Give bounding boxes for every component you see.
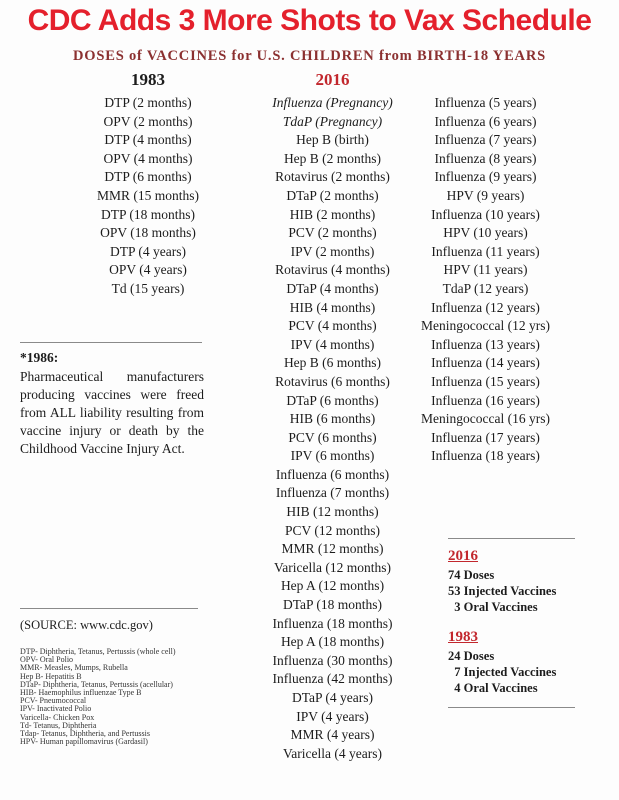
vaccine-entry: Influenza (30 months): [272, 652, 393, 668]
vaccine-entry: Influenza (5 years): [434, 95, 537, 110]
vaccine-entry: DTaP (18 months): [282, 597, 383, 613]
vaccine-entry: DTP (2 months): [104, 95, 192, 110]
vaccine-entry: Influenza (18 years): [431, 448, 540, 464]
summary-line: 24 Doses: [448, 649, 495, 663]
vaccine-entry: Influenza (7 months): [275, 485, 390, 501]
vaccine-entry: Influenza (42 months): [272, 671, 393, 687]
vaccine-entry: TdaP (Pregnancy): [282, 113, 383, 129]
column-header-1983: 1983: [131, 70, 165, 89]
abbreviation-entry: IPV- Inactivated Polio: [20, 704, 92, 714]
dose-summary: [448, 538, 580, 708]
vaccine-entry: PCV (4 months): [288, 318, 377, 334]
divider: [20, 342, 202, 343]
vaccine-entry: Influenza (11 years): [431, 243, 540, 259]
vaccine-entry: HPV (11 years): [443, 262, 528, 278]
vaccine-entry: Influenza (17 years): [431, 429, 540, 445]
vaccine-entry: Meningococcal (12 yrs): [421, 318, 550, 334]
source-block: [20, 608, 204, 633]
vaccine-entry: OPV (2 months): [103, 113, 193, 129]
column-header-2016: 2016: [315, 70, 350, 89]
vaccine-entry: OPV (18 months): [100, 225, 196, 241]
divider: [448, 707, 575, 708]
vaccine-entry: Influenza (8 years): [434, 150, 537, 166]
vaccine-entry: Influenza (18 months): [272, 615, 393, 631]
summary-line: 7 Injected Vaccines: [448, 665, 557, 679]
vaccine-entry: Td (15 years): [111, 280, 185, 296]
summary-2016-header: 2016: [448, 548, 478, 564]
abbreviation-entry: DTaP- Diphtheria, Tetanus, Pertussis (acellular): [20, 679, 173, 689]
note-1986-body: Pharmaceutical manufacturers producing vaccines were freed from ALL liability resulting from vaccine injury or death by the Childhood Vaccine Injury Act.: [20, 369, 204, 456]
vaccine-list-1983: [40, 94, 256, 299]
vaccine-entry: Hep B (birth): [296, 132, 369, 148]
vaccine-list-2016-second: [398, 94, 573, 466]
vaccine-entry: Influenza (Pregnancy): [272, 95, 393, 110]
vaccine-entry: MMR (15 months): [96, 187, 199, 203]
note-1986-heading: *1986:: [20, 350, 59, 365]
vaccine-entry: MMR (12 months): [281, 541, 384, 557]
vaccine-entry: TdaP (12 years): [442, 280, 529, 296]
abbreviation-entry: Hep B- Hepatitis B: [20, 671, 82, 681]
column-2016-second: [398, 70, 573, 466]
abbreviation-entry: DTP- Diphtheria, Tetanus, Pertussis (whole cell): [20, 647, 176, 656]
summary-line: 4 Oral Vaccines: [448, 681, 538, 695]
vaccine-entry: Hep B (2 months): [283, 150, 382, 166]
vaccine-entry: Hep A (12 months): [280, 578, 385, 594]
vaccine-entry: HIB (2 months): [289, 206, 376, 222]
vaccine-entry: DTP (4 years): [110, 243, 186, 259]
vaccine-entry: PCV (2 months): [288, 225, 377, 241]
vaccine-entry: DTP (4 months): [104, 132, 192, 148]
vaccine-entry: HPV (9 years): [446, 187, 525, 203]
vaccine-entry: DTaP (4 years): [291, 690, 374, 705]
vaccine-entry: Influenza (12 years): [431, 299, 540, 315]
vaccine-entry: HPV (10 years): [443, 225, 528, 241]
vaccine-entry: Influenza (6 months): [275, 466, 390, 482]
vaccine-entry: IPV (6 months): [290, 448, 375, 464]
vaccine-entry: Hep B (6 months): [283, 355, 382, 371]
vaccine-entry: Influenza (14 years): [431, 355, 540, 371]
summary-line: 3 Oral Vaccines: [448, 600, 538, 614]
vaccine-entry: Rotavirus (4 months): [275, 262, 390, 278]
vaccine-entry: HIB (12 months): [286, 504, 379, 520]
summary-1983-lines: [448, 648, 580, 696]
vaccine-entry: Rotavirus (2 months): [275, 169, 390, 185]
abbreviation-entry: HPV- Human papillomavirus (Gardasil): [20, 737, 148, 747]
vaccine-entry: DTaP (2 months): [286, 187, 379, 203]
vaccine-entry: Influenza (9 years): [434, 169, 537, 185]
divider: [20, 608, 198, 609]
abbreviation-entry: MMR- Measles, Mumps, Rubella: [20, 663, 128, 673]
vaccine-entry: Varicella (4 years): [283, 745, 382, 761]
vaccine-entry: DTP (6 months): [104, 169, 192, 185]
abbreviation-entry: Tdap- Tetanus, Diphtheria, and Pertussis: [20, 729, 150, 739]
page-subtitle: DOSES of VACCINES for U.S. CHILDREN from BIRTH-18 YEARS: [73, 48, 546, 64]
summary-1983-header: 1983: [448, 629, 478, 645]
vaccine-entry: Rotavirus (6 months): [275, 373, 390, 389]
summary-2016-lines: [448, 567, 580, 615]
summary-line: 53 Injected Vaccines: [448, 584, 557, 598]
abbreviation-legend: [20, 648, 230, 746]
vaccine-entry: MMR (4 years): [290, 727, 375, 743]
vaccine-entry: IPV (4 months): [290, 336, 375, 352]
vaccine-entry: HIB (4 months): [289, 299, 376, 315]
summary-line: 74 Doses: [448, 568, 495, 582]
page-title: CDC Adds 3 More Shots to Vax Schedule: [27, 4, 592, 37]
vaccine-entry: OPV (4 months): [103, 150, 193, 166]
vaccine-entry: Influenza (10 years): [431, 206, 540, 222]
vaccine-entry: OPV (4 years): [109, 262, 187, 278]
abbreviation-entry: PCV- Pneumococcal: [20, 696, 87, 706]
vaccine-entry: Hep A (18 months): [280, 634, 385, 650]
vaccine-entry: PCV (6 months): [288, 429, 377, 445]
abbreviation-entry: HIB- Haemophilus influenzae Type B: [20, 688, 142, 698]
source-text: (SOURCE: www.cdc.gov): [20, 618, 153, 632]
vaccine-entry: IPV (4 years): [296, 708, 369, 724]
vaccine-entry: Influenza (13 years): [431, 336, 540, 352]
vaccine-entry: Influenza (16 years): [431, 392, 540, 408]
vaccine-entry: Influenza (15 years): [431, 373, 540, 389]
vaccine-entry: Influenza (6 years): [434, 113, 537, 129]
vaccine-entry: Meningococcal (16 yrs): [421, 411, 550, 427]
vaccine-entry: DTP (18 months): [101, 206, 195, 222]
vaccine-entry: IPV (2 months): [290, 243, 375, 259]
column-1983: [40, 70, 256, 299]
divider: [448, 538, 575, 539]
vaccine-entry: DTaP (6 months): [286, 392, 379, 408]
vaccine-entry: HIB (6 months): [289, 411, 376, 427]
vaccine-entry: PCV (12 months): [284, 522, 380, 538]
abbreviation-entry: Td- Tetanus, Diphtheria: [20, 720, 97, 730]
abbreviation-entry: OPV- Oral Polio: [20, 655, 74, 665]
abbreviation-entry: Varicella- Chicken Pox: [20, 712, 95, 722]
vaccine-entry: Influenza (7 years): [434, 132, 537, 148]
vaccine-entry: DTaP (4 months): [286, 280, 379, 296]
note-1986-block: [20, 342, 204, 458]
vaccine-entry: Varicella (12 months): [274, 559, 391, 575]
